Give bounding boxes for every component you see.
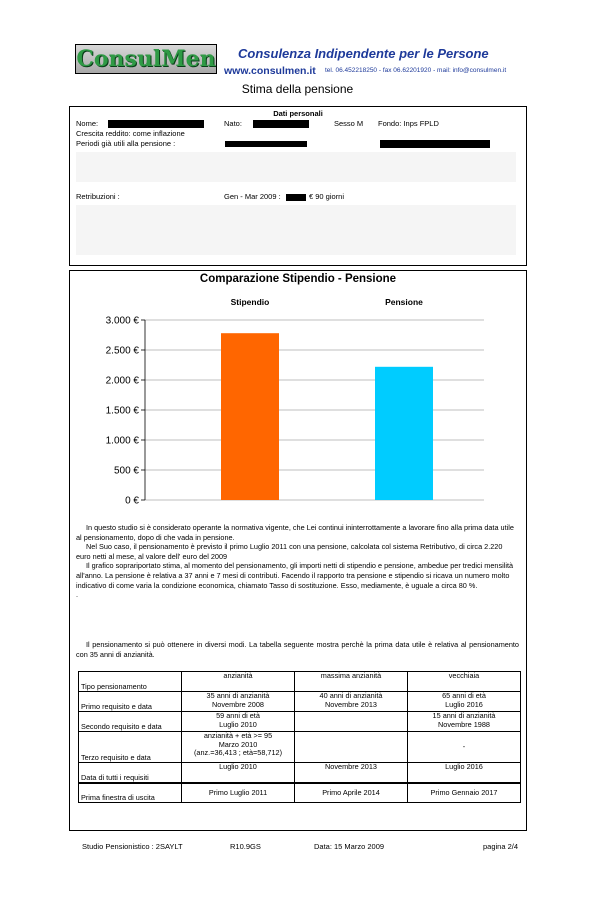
- table-cell: -: [408, 732, 521, 763]
- column-label-pensione: Pensione: [385, 297, 423, 307]
- table-cell: 40 anni di anzianità Novembre 2013: [295, 692, 408, 712]
- periodi-label: Periodi già utili alla pensione :: [76, 139, 176, 148]
- website-link[interactable]: www.consulmen.it: [224, 65, 316, 77]
- header-tipo: Tipo pensionamento: [79, 672, 182, 692]
- table-row: [79, 783, 521, 803]
- retribuzioni-suffix: € 90 giorni: [309, 192, 345, 201]
- personal-section-title: Dati personali: [273, 109, 323, 118]
- table-cell: Primo Luglio 2011: [182, 783, 295, 803]
- table-cell: Luglio 2016: [408, 763, 521, 783]
- redacted-salary: [286, 194, 306, 201]
- requirements-table: [78, 671, 521, 803]
- y-tick-label: 2.000 €: [105, 375, 139, 387]
- table-cell: 15 anni di anzianità Novembre 1988: [408, 712, 521, 732]
- redacted-periods-2: [380, 140, 490, 148]
- explanation-text: [76, 523, 519, 600]
- bar-chart: [69, 300, 527, 515]
- obscured-salaries: [76, 205, 516, 255]
- row-label: Secondo requisito e data: [79, 712, 182, 732]
- table-header-row: [79, 672, 521, 692]
- header-massima: massima anzianità: [295, 672, 408, 692]
- bar-pensione: [375, 367, 433, 500]
- table-row: [79, 763, 521, 783]
- paragraph-3: Il grafico soprariportato stima, al momento del pensionamento, gli importi netti di stipendio e pensione, ambedue per tredici mensilità all'anno. La pensione è relativa a 37 anni e 7 mesi di contributi. Facendo il rapporto tra pensione e stipendio si ricava un numero molto indicativo di come varia la condizione economica, chiamato Tasso di sostituzione. Esso, mediamente, è uguale a circa 80 %.: [76, 561, 514, 590]
- logo-text: ConsulMen: [76, 46, 216, 72]
- contact-info: tel. 06.452218250 - fax 06.62201920 - mail: info@consulmen.it: [325, 67, 507, 74]
- footer-page: pagina 2/4: [483, 842, 519, 851]
- nome-label: Nome:: [76, 119, 99, 128]
- footer-date: Data: 15 Marzo 2009: [314, 842, 385, 851]
- row-label: Terzo requisito e data: [79, 732, 182, 763]
- table-cell: Primo Aprile 2014: [295, 783, 408, 803]
- company-name: Consulenza Indipendente per le Persone: [238, 46, 489, 61]
- table-row: [79, 712, 521, 732]
- table-cell: 35 anni di anzianità Novembre 2008: [182, 692, 295, 712]
- fondo-value: Fondo: Inps FPLD: [378, 119, 439, 128]
- table-cell: [295, 712, 408, 732]
- footer-version: R10.9GS: [230, 842, 261, 851]
- redacted-birth: [253, 120, 309, 128]
- redacted-periods-1: [225, 141, 307, 147]
- row-label: Data di tutti i requisiti: [79, 763, 182, 783]
- bar-stipendio: [221, 333, 279, 500]
- table-cell: 65 anni di età Luglio 2016: [408, 692, 521, 712]
- table-cell: anzianità + età >= 95 Marzo 2010 (anz.=36,413 ; età=58,712): [182, 732, 295, 763]
- table-cell: 59 anni di età Luglio 2010: [182, 712, 295, 732]
- page-title: Stima della pensione: [241, 82, 354, 96]
- y-tick-label: 1.500 €: [105, 405, 139, 417]
- row-label: Prima finestra di uscita: [79, 783, 182, 803]
- retribuzioni-prefix: Gen - Mar 2009 :: [224, 192, 281, 201]
- y-tick-label: 3.000 €: [105, 315, 139, 327]
- row-label: Primo requisito e data: [79, 692, 182, 712]
- company-logo: [75, 44, 217, 74]
- redacted-name: [108, 120, 204, 128]
- y-tick-label: 2.500 €: [105, 345, 139, 357]
- chart-title: Comparazione Stipendio - Pensione: [199, 273, 397, 285]
- y-tick-label: 0 €: [125, 495, 139, 507]
- table-cell: Luglio 2010: [182, 763, 295, 783]
- table-row: [79, 692, 521, 712]
- table-cell: Novembre 2013: [295, 763, 408, 783]
- table-row: [79, 732, 521, 763]
- header-anzianita: anzianità: [182, 672, 295, 692]
- paragraph-1: In questo studio si è considerato operante la normativa vigente, che Lei continui ininterrottamente a lavorare fino alla prima data utile al pensionamento, dopo di che vada in pensione.: [76, 523, 514, 542]
- footer-study: Studio Pensionistico : 2SAYLT: [82, 842, 183, 851]
- nato-label: Nato:: [224, 119, 242, 128]
- y-tick-label: 1.000 €: [105, 435, 139, 447]
- table-cell: Primo Gennaio 2017: [408, 783, 521, 803]
- table-cell: [295, 732, 408, 763]
- paragraph-4: Il pensionamento si può ottenere in diversi modi. La tabella seguente mostra perchè la prima data utile è relativa al pensionamento con 35 anni di anzianità.: [76, 640, 519, 659]
- y-tick-label: 500 €: [113, 465, 139, 477]
- sesso-value: Sesso M: [334, 119, 364, 128]
- paragraph-dot: .: [76, 590, 79, 600]
- retribuzioni-label: Retribuzioni :: [76, 192, 120, 201]
- header-vecchiaia: vecchiaia: [408, 672, 521, 692]
- paragraph-2: Nel Suo caso, il pensionamento è previsto il primo Luglio 2011 con una pensione, calcolata col sistema Retributivo, di circa 2.220 euro netti al mese, al valore dell' euro del 2009: [76, 542, 503, 561]
- obscured-periods: [76, 152, 516, 182]
- crescita-reddito: Crescita reddito: come inflazione: [76, 129, 185, 138]
- column-label-stipendio: Stipendio: [230, 297, 270, 307]
- table-intro: [76, 640, 519, 659]
